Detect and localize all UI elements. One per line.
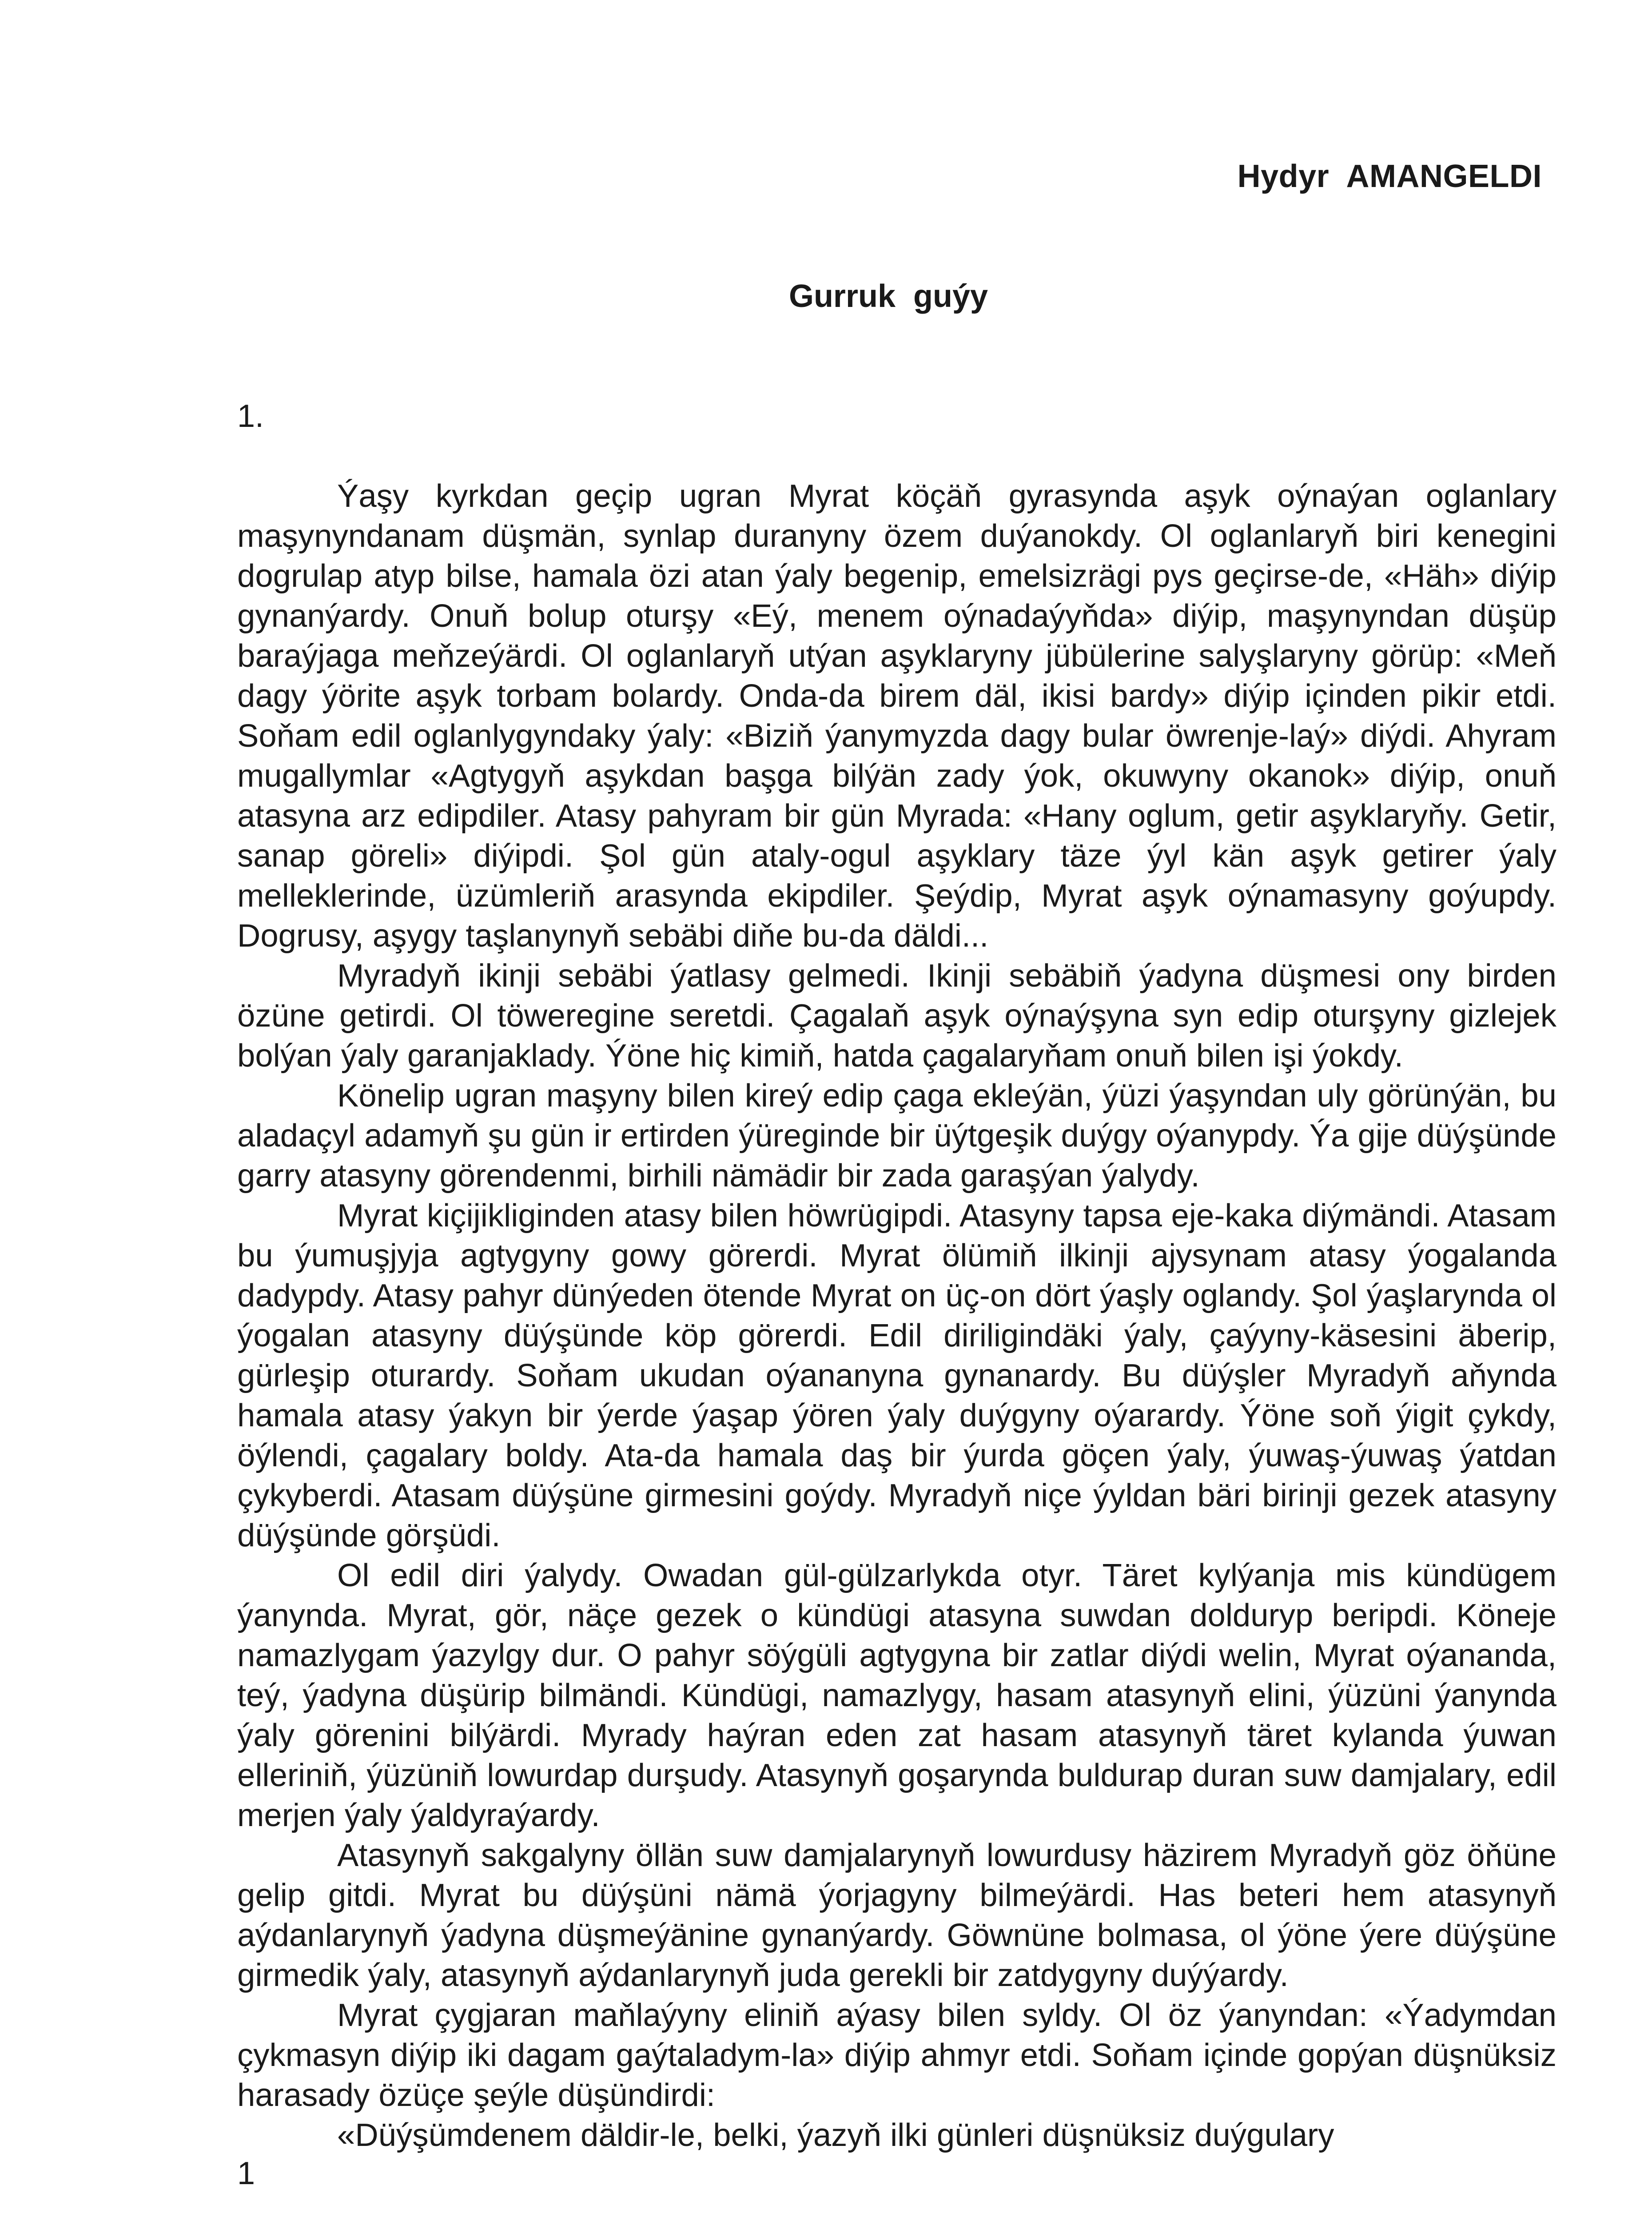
paragraph: Könelip ugran maşyny bilen kireý edip çaga ekleýän, ýüzi ýaşyndan uly görünýän, bu aladaçyl adamyň şu gün ir ertirden ýüreginde bir üýtgeşik duýgy oýanypdy. Ýa gije düýşünde garry atasyny görendenmi, birhili nämädir bir zada garaşýan ýalydy. xyxy=(237,1078,1556,1194)
paragraph: Myrat kiçijikliginden atasy bilen höwrügipdi. Atasyny tapsa eje-kaka diýmändi. Atasam bu ýumuşjyja agtygyny gowy görerdi. Myrat ölümiň ilkinji ajysynam atasy ýogalanda dadypdy. Atasy pahyr dünýeden ötende Myrat on üç-on dört ýaşly oglandy. Şol ýaşlarynda ol ýogalan atasyny düýşünde köp görerdi. Edil diriligindäki ýaly, çaýyny-käsesini äberip, gürleşip oturardy. Soňam ukudan oýananyna gynanardy. Bu düýşler Myradyň aňynda hamala atasy ýakyn bir ýerde ýaşap ýören ýaly duýgyny oýarardy. Ýöne soň ýigit çykdy, öýlendi, çagalary boldy. Ata-da hamala daş bir ýurda göçen ýaly, ýuwaş-ýuwaş ýatdan çykyberdi. Atasam düýşüne girmesini goýdy. Myradyň niçe ýyldan bäri birinji gezek atasyny düýşünde görşüdi. xyxy=(237,1198,1556,1553)
paragraph: Myradyň ikinji sebäbi ýatlasy gelmedi. Ikinji sebäbiň ýadyna düşmesi ony birden özüne getirdi. Ol töweregine seretdi. Çagalaň aşyk oýnaýşyna syn edip oturşyny gizlejek bolýan ýaly garanjaklady. Ýöne hiç kimiň, hatda çagalaryňam onuň bilen işi ýokdy. xyxy=(237,958,1556,1074)
chapter-number: 1. xyxy=(237,398,264,434)
author-name: Hydyr AMANGELDI xyxy=(1237,159,1542,194)
paragraph: Atasynyň sakgalyny öllän suw damjalarynyň lowurdusy häzirem Myradyň göz öňüne gelip gitdi. Myrat bu düýşüni nämä ýorjagyny bilmeýärdi. Has beteri hem atasynyň aýdanlarynyň ýadyna düşmeýänine gynanýardy. Göwnüne bolmasa, ol ýöne ýere düýşüne girmedik ýaly, atasynyň aýdanlarynyň juda gerekli bir zatdygyny duýýardy. xyxy=(237,1837,1556,1993)
paragraph: Ol edil diri ýalydy. Owadan gül-gülzarlykda otyr. Täret kylýanja mis kündügem ýanynda. Myrat, gör, näçe gezek o kündügi atasyna suwdan dolduryp beripdi. Köneje namazlygam ýazylgy dur. O pahyr söýgüli agtygyna bir zatlar diýdi welin, Myrat oýananda, teý, ýadyna düşürip bilmändi. Kündügi, namazlygy, hasam atasynyň elini, ýüzüni ýanynda ýaly görenini bilýärdi. Myrady haýran eden zat hasam atasynyň täret kylanda ýuwan elleriniň, ýüzüniň lowurdap durşudy. Atasynyň goşarynda buldurap duran suw damjalary, edil merjen ýaly ýaldyraýardy. xyxy=(237,1557,1556,1833)
paragraph: Myrat çygjaran maňlaýyny eliniň aýasy bilen syldy. Ol öz ýanyndan: «Ýadymdan çykmasyn diýip iki dagam gaýtaladym-la» diýip ahmyr etdi. Soňam içinde gopýan düşnüksiz harasady özüçe şeýle düşündirdi: xyxy=(237,1997,1556,2113)
body-text xyxy=(237,476,1556,2155)
paragraph: «Düýşümdenem däldir-le, belki, ýazyň ilki günleri düşnüksiz duýgulary xyxy=(337,2117,1334,2153)
page-number: 1 xyxy=(237,2156,255,2191)
paragraph: Ýaşy kyrkdan geçip ugran Myrat köçäň gyrasynda aşyk oýnaýan oglanlary maşynyndanam düşmän, synlap duranyny özem duýanokdy. Ol oglanlaryň biri kenegini dogrulap atyp bilse, hamala özi atan ýaly begenip, emelsizrägi pys geçirse-de, «Häh» diýip gynanýardy. Onuň bolup oturşy «Eý, menem oýnadaýyňda» diýip, maşynyndan düşüp baraýjaga meňzeýärdi. Ol oglanlaryň utýan aşyklaryny jübülerine salyşlaryny görüp: «Meň dagy ýörite aşyk torbam bolardy. Onda-da birem däl, ikisi bardy» diýip içinden pikir etdi. Soňam edil oglanlygyndaky ýaly: «Biziň ýanymyzda dagy bular öwrenje-laý» diýdi. Ahyram mugallymlar «Agtygyň aşykdan başga bilýän zady ýok, okuwyny okanok» diýip, onuň atasyna arz edipdiler. Atasy pahyram bir gün Myrada: «Hany oglum, getir aşyklaryňy. Getir, sanap göreli» diýipdi. Şol gün ataly-ogul aşyklary täze ýyl kän aşyk getirer ýaly melleklerinde, üzümleriň arasynda ekipdiler. Şeýdip, Myrat aşyk oýnamasyny goýupdy. Dogrusy, aşygy taşlanynyň sebäbi diňe bu-da däldi... xyxy=(237,478,1556,954)
story-title: Gurruk guýy xyxy=(788,279,988,314)
